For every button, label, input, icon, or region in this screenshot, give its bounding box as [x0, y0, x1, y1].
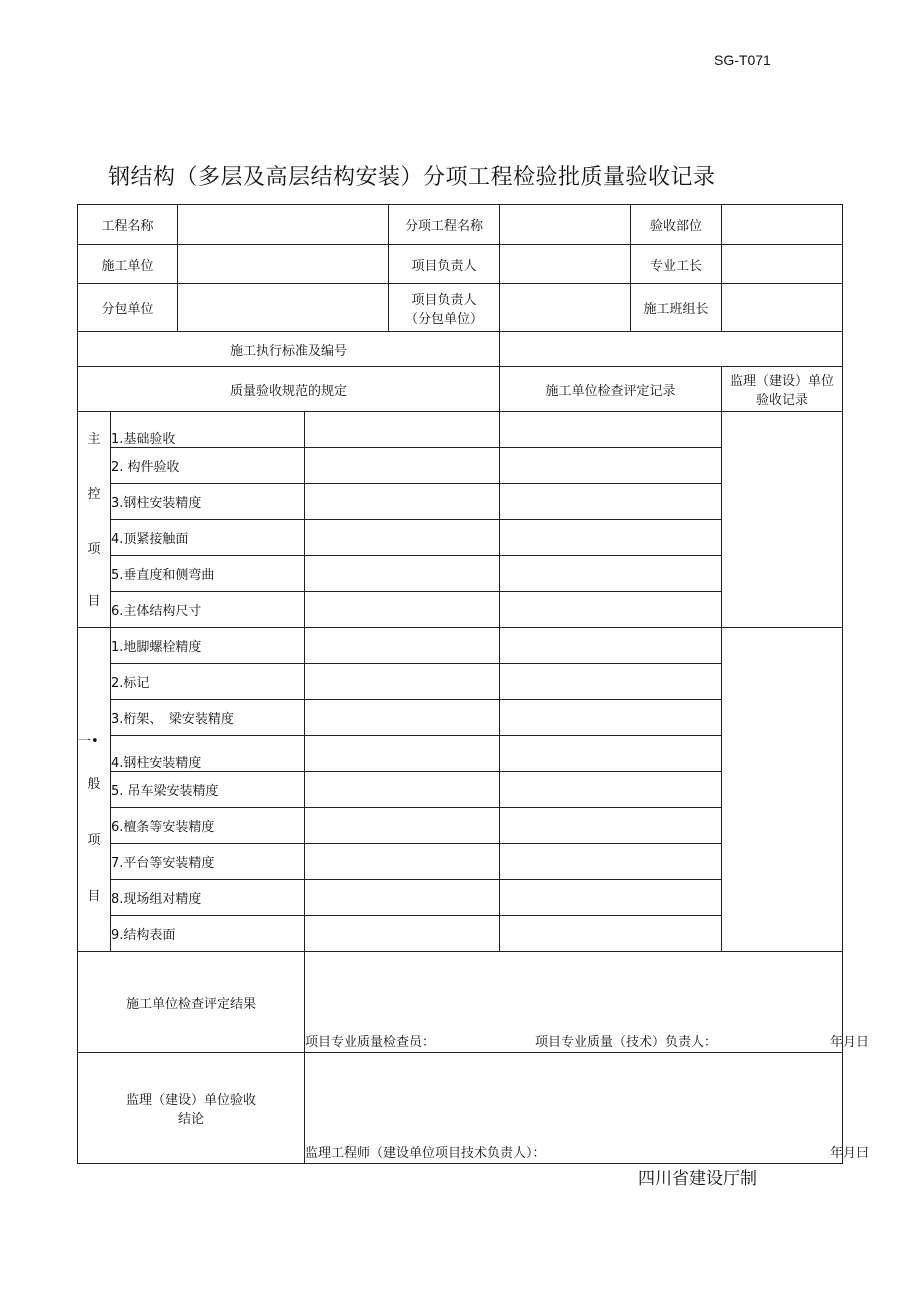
project-name-label: 工程名称	[78, 205, 178, 245]
quality-inspector-label: 项目专业质量检查员：	[305, 1035, 436, 1050]
header-row-1	[78, 205, 843, 245]
contractor-result-row	[78, 952, 843, 1053]
subproject-name-value[interactable]	[500, 205, 631, 245]
sub-manager-label-line1: 项目负责人	[411, 292, 477, 308]
table-row	[78, 412, 843, 448]
spec-column-header: 质量验收规范的规定	[78, 367, 500, 412]
general-item-label: 9.结构表面	[111, 916, 305, 952]
contractor-value[interactable]	[178, 245, 389, 284]
quality-tech-lead-label: 项目专业质量（技术）负责人：	[535, 1035, 718, 1050]
main-item-record-cell[interactable]	[500, 556, 722, 592]
general-item-spec-cell[interactable]	[305, 808, 500, 844]
contractor-result-cell[interactable]	[305, 952, 870, 1053]
general-item-record-cell[interactable]	[500, 700, 722, 736]
general-item-record-cell[interactable]	[500, 736, 722, 772]
general-item-spec-cell[interactable]	[305, 736, 500, 772]
table-row	[78, 628, 843, 664]
general-supervisor-record-cell[interactable]	[722, 628, 843, 952]
general-item-label: 2.标记	[111, 664, 305, 700]
page-title: 钢结构（多层及高层结构安装）分项工程检验批质量验收记录	[108, 165, 716, 190]
general-item-label: 3.桁架、 梁安装精度	[111, 700, 305, 736]
general-item-label: 8.现场组对精度	[111, 880, 305, 916]
supervisor-record-column-header	[722, 367, 843, 412]
general-item-label: 6.檀条等安装精度	[111, 808, 305, 844]
general-item-record-cell[interactable]	[500, 808, 722, 844]
main-item-spec-cell[interactable]	[305, 520, 500, 556]
side-char: 目	[87, 593, 101, 609]
contractor-date-label: 年月日	[830, 1035, 870, 1050]
general-item-record-cell[interactable]	[500, 772, 722, 808]
general-item-label: 4.钢柱安装精度	[111, 736, 305, 772]
general-items-side-label	[78, 628, 111, 952]
side-char: 项	[87, 832, 101, 848]
general-item-record-cell[interactable]	[500, 880, 722, 916]
general-item-spec-cell[interactable]	[305, 664, 500, 700]
main-item-spec-cell[interactable]	[305, 412, 500, 448]
side-char: 目	[87, 888, 101, 904]
side-char: 主	[87, 431, 101, 447]
main-item-spec-cell[interactable]	[305, 556, 500, 592]
main-items-side-label	[78, 412, 111, 628]
team-leader-value[interactable]	[722, 284, 843, 332]
foreman-value[interactable]	[722, 245, 843, 284]
project-name-value[interactable]	[178, 205, 389, 245]
sub-manager-label-line2: （分包单位）	[405, 311, 484, 327]
general-item-spec-cell[interactable]	[305, 628, 500, 664]
main-item-label: 6.主体结构尺寸	[111, 592, 305, 628]
supervisor-header-line1: 监理（建设）单位	[730, 374, 835, 389]
document-code: SG-T071	[714, 52, 771, 68]
foreman-label: 专业工长	[631, 245, 722, 284]
side-char: 控	[87, 486, 101, 502]
main-item-record-cell[interactable]	[500, 448, 722, 484]
column-header-row	[78, 367, 843, 412]
side-char: 项	[87, 541, 101, 557]
sub-manager-value[interactable]	[500, 284, 631, 332]
general-item-label: 7.平台等安装精度	[111, 844, 305, 880]
main-item-label: 2. 构件验收	[111, 448, 305, 484]
general-item-spec-cell[interactable]	[305, 880, 500, 916]
subproject-name-label: 分项工程名称	[389, 205, 500, 245]
general-item-record-cell[interactable]	[500, 844, 722, 880]
general-item-label: 5. 吊车梁安装精度	[111, 772, 305, 808]
main-item-label: 3.钢柱安装精度	[111, 484, 305, 520]
issuer-footer: 四川省建设厅制	[638, 1169, 757, 1189]
contractor-result-label: 施工单位检查评定结果	[78, 952, 305, 1053]
general-item-spec-cell[interactable]	[305, 772, 500, 808]
acceptance-part-value[interactable]	[722, 205, 843, 245]
main-item-label: 1.基础验收	[111, 412, 305, 448]
supervisor-header-line2: 验收记录	[756, 393, 809, 408]
acceptance-part-label: 验收部位	[631, 205, 722, 245]
side-char: 一•	[78, 733, 99, 749]
standard-value[interactable]	[500, 332, 843, 367]
project-manager-value[interactable]	[500, 245, 631, 284]
supervisor-result-label-line1: 监理（建设）单位验收	[126, 1093, 257, 1108]
team-leader-label: 施工班组长	[631, 284, 722, 332]
supervisor-result-cell[interactable]	[305, 1053, 870, 1164]
general-item-spec-cell[interactable]	[305, 916, 500, 952]
supervisor-result-row	[78, 1053, 843, 1164]
project-manager-label: 项目负责人	[389, 245, 500, 284]
main-item-spec-cell[interactable]	[305, 484, 500, 520]
contractor-record-column-header: 施工单位检查评定记录	[500, 367, 722, 412]
general-item-spec-cell[interactable]	[305, 700, 500, 736]
header-row-3	[78, 284, 843, 332]
main-item-record-cell[interactable]	[500, 412, 722, 448]
header-row-2	[78, 245, 843, 284]
general-item-record-cell[interactable]	[500, 664, 722, 700]
main-supervisor-record-cell[interactable]	[722, 412, 843, 628]
general-item-record-cell[interactable]	[500, 916, 722, 952]
main-item-record-cell[interactable]	[500, 484, 722, 520]
main-item-spec-cell[interactable]	[305, 448, 500, 484]
general-item-spec-cell[interactable]	[305, 844, 500, 880]
subcontractor-value[interactable]	[178, 284, 389, 332]
standard-row	[78, 332, 843, 367]
side-char: 般	[87, 776, 101, 792]
supervisor-result-label-line2: 结论	[178, 1112, 205, 1127]
general-item-label: 1.地脚螺栓精度	[111, 628, 305, 664]
main-item-label: 4.顶紧接触面	[111, 520, 305, 556]
supervising-engineer-label: 监理工程师（建设单位项目技术负责人）：	[305, 1146, 546, 1161]
main-item-label: 5.垂直度和侧弯曲	[111, 556, 305, 592]
main-item-spec-cell[interactable]	[305, 592, 500, 628]
standard-label: 施工执行标准及编号	[78, 332, 500, 367]
main-item-record-cell[interactable]	[500, 592, 722, 628]
general-item-record-cell[interactable]	[500, 628, 722, 664]
contractor-label: 施工单位	[78, 245, 178, 284]
supervisor-result-label	[78, 1053, 305, 1164]
acceptance-form-table	[77, 204, 870, 1164]
supervisor-date-label: 年月曰	[830, 1146, 870, 1161]
sub-manager-label	[389, 284, 500, 332]
subcontractor-label: 分包单位	[78, 284, 178, 332]
main-item-record-cell[interactable]	[500, 520, 722, 556]
